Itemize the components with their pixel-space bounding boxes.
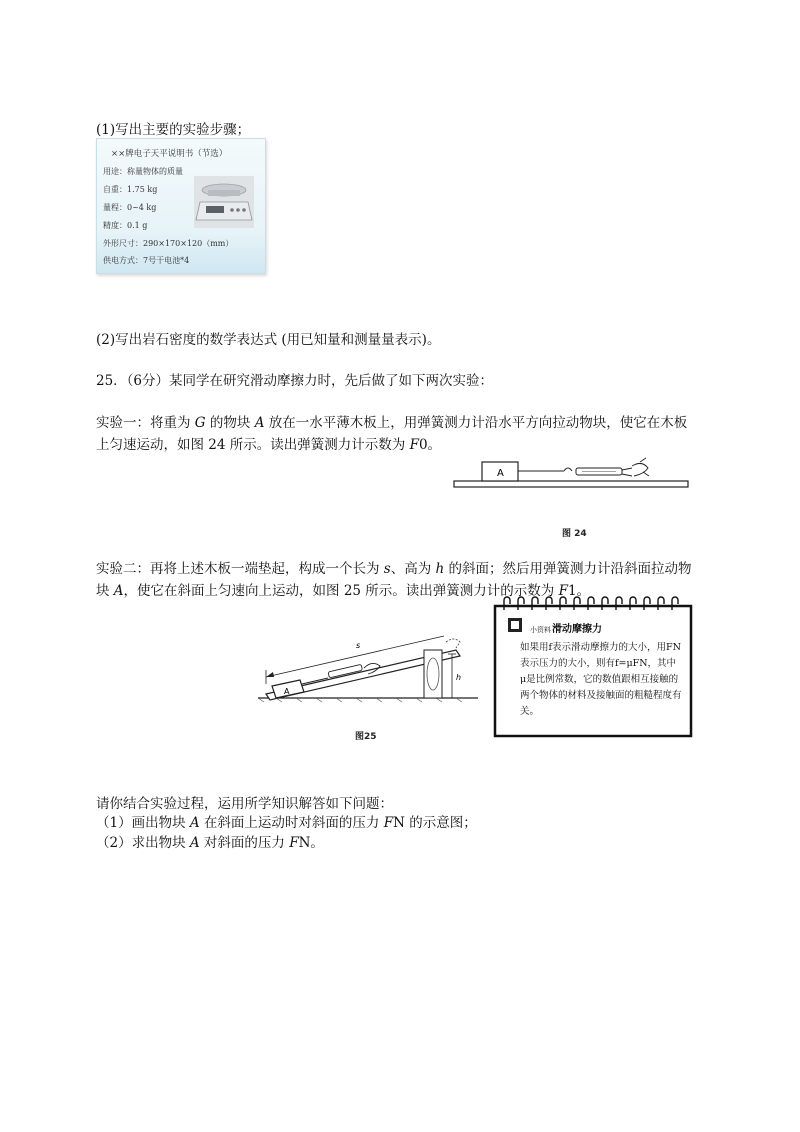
exp1-line1: 实验一：将重为 G 的物块 A 放在一水平薄木板上，用弹簧测力计沿水平方向拉动物块，使它在木板 xyxy=(96,415,688,431)
question-steps: (1)写出主要的实验步骤； xyxy=(96,122,251,138)
figure-25-caption: 图25 xyxy=(355,732,377,742)
spec-precision: 精度：0.1 g xyxy=(103,221,148,230)
question-density: (2)写出岩石密度的数学表达式 (用已知量和测量量表示)。 xyxy=(96,332,441,348)
balance-spec-card xyxy=(96,138,266,274)
question-intro: 请你结合实验过程，运用所学知识解答如下问题： xyxy=(96,796,393,812)
fig25-block-label: A xyxy=(284,687,290,696)
fig24-block-label: A xyxy=(497,468,504,479)
spec-power: 供电方式：7号干电池*4 xyxy=(103,256,190,265)
figure-24-horizontal-pull xyxy=(452,454,692,490)
exp2-line1: 实验二：再将上述木板一端垫起，构成一个长为 s、高为 h 的斜面；然后用弹簧测力计沿斜面拉动物 xyxy=(96,561,692,577)
exp2-line2: 块 A，使它在斜面上匀速向上运动，如图 25 所示。读出弹簧测力计的示数为 F1。 xyxy=(96,583,591,599)
question-2: （2）求出物块 A 对斜面的压力 FN。 xyxy=(96,835,324,851)
figure-24-caption: 图 24 xyxy=(562,529,587,539)
note-title: 滑动摩擦力 xyxy=(552,624,602,635)
spec-purpose: 用途：称量物体的质量 xyxy=(103,167,183,176)
fig25-s-label: s xyxy=(356,641,361,650)
electronic-balance-image xyxy=(194,176,254,228)
spec-range: 量程：0~4 kg xyxy=(103,203,157,212)
note-tag: 小资料 xyxy=(530,626,551,634)
q25-header: 25．（6分）某同学在研究滑动摩擦力时，先后做了如下两次实验： xyxy=(96,373,494,389)
spec-self-weight: 自重：1.75 kg xyxy=(103,185,158,194)
question-1: （1）画出物块 A 在斜面上运动时对斜面的压力 FN 的示意图； xyxy=(96,815,477,831)
fig25-h-label: h xyxy=(456,673,462,682)
spec-dimensions: 外形尺寸：290×170×120（mm） xyxy=(103,239,234,248)
note-body: 如果用f表示滑动摩擦力的大小，用FN表示压力的大小，则有f=μFN，其中μ是比例常数，它的数值跟相互接触的两个物体的材料及接触面的粗糙程度有关。 xyxy=(520,642,682,717)
figure-25-inclined-plane xyxy=(256,620,481,704)
spec-title: ××牌电子天平说明书（节选） xyxy=(111,149,228,159)
exp1-line2: 上匀速运动，如图 24 所示。读出弹簧测力计示数为 F0。 xyxy=(96,437,442,453)
